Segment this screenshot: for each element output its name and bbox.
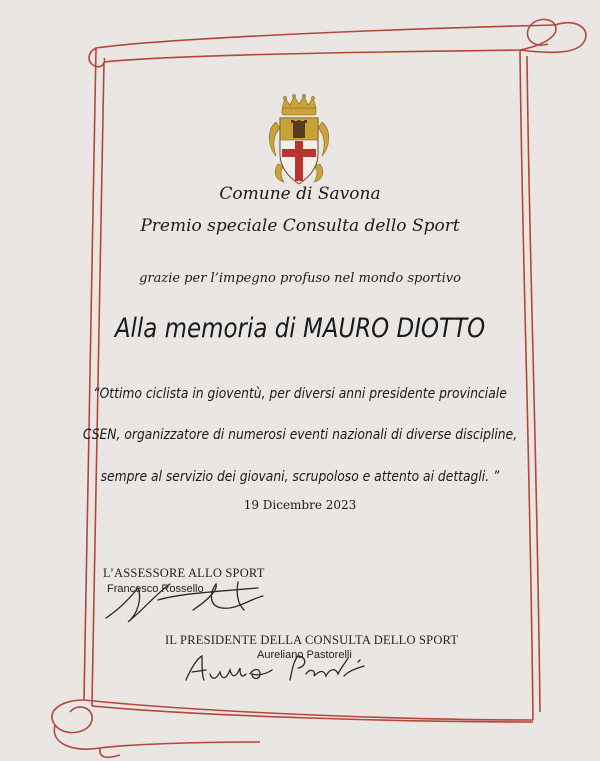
- presidente-name: Aureliano Pastorelli: [257, 649, 352, 661]
- award-title: Premio speciale Consulta dello Sport: [140, 216, 460, 236]
- quote-line: sempre al servizio dei giovani, scrupoloso e attento ai dettagli. ”: [100, 469, 500, 485]
- award-date: 19 Dicembre 2023: [243, 498, 357, 512]
- award-motivation: grazie per l’impegno profuso nel mondo sportivo: [139, 271, 461, 286]
- presidente-role: IL PRESIDENTE DELLA CONSULTA DELLO SPORT: [165, 633, 459, 647]
- assessore-signature: [98, 570, 273, 630]
- coat-of-arms-icon: [262, 94, 336, 190]
- comune-title: Comune di Savona: [219, 184, 381, 204]
- assessore-role: L’ASSESSORE ALLO SPORT: [103, 566, 265, 580]
- dedication-heading: Alla memoria di MAURO DIOTTO: [114, 313, 486, 344]
- quote-line: “Ottimo ciclista in gioventù, per diversi anni presidente provinciale: [93, 386, 507, 402]
- presidente-signature: [180, 652, 380, 688]
- assessore-name: Francesco Rossello: [107, 583, 204, 595]
- quote-line: CSEN, organizzatore di numerosi eventi nazionali di diverse discipline,: [82, 427, 518, 443]
